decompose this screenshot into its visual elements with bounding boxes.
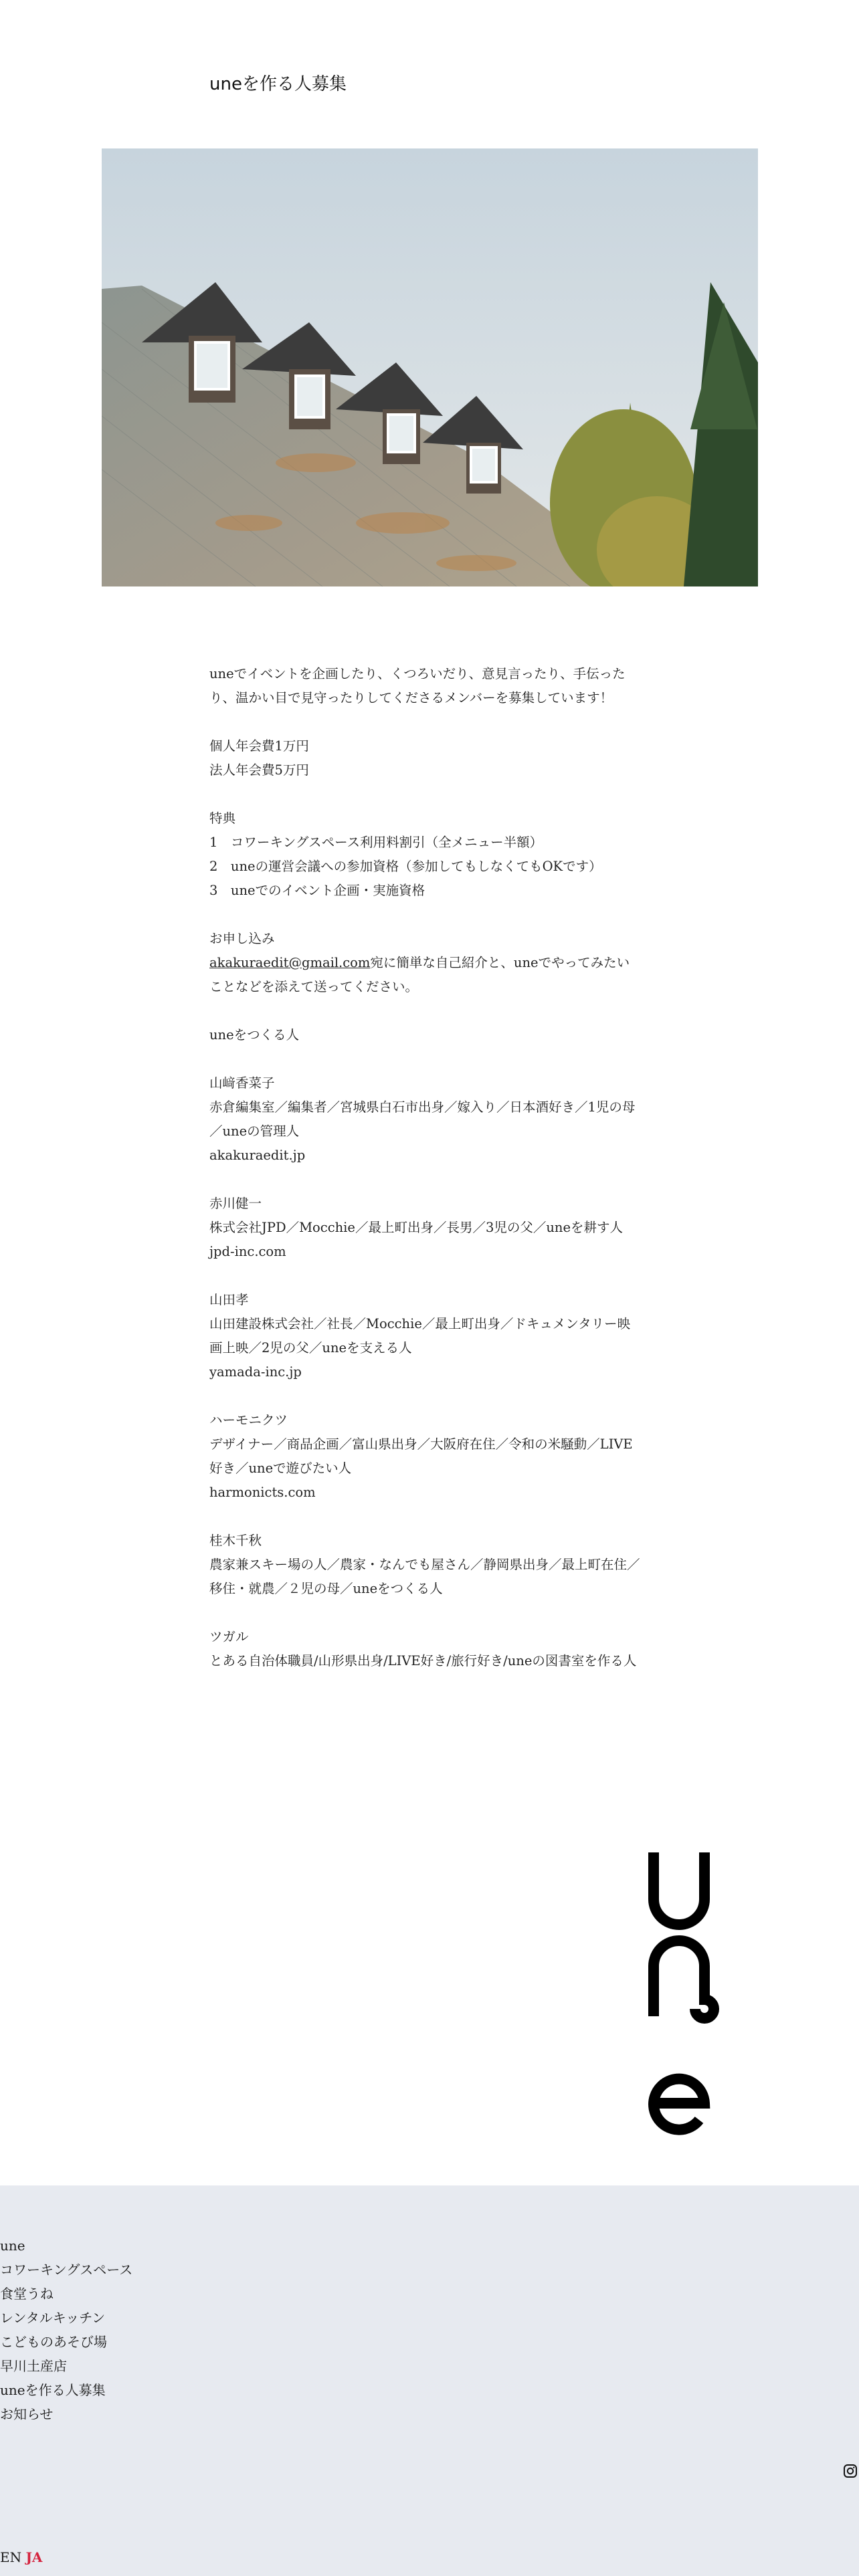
members-title: uneをつくる人: [209, 1027, 300, 1043]
intro-text: uneでイベントを企画したり、くつろいだり、意見言ったり、手伝った り、温かい目で見守ったりしてくださるメンバーを募集しています！: [209, 666, 626, 706]
hero-image: [102, 148, 758, 586]
member-url: jpd-inc.com: [209, 1244, 286, 1259]
une-logo-icon: [639, 1846, 719, 2147]
une-logo: [639, 1846, 719, 2147]
benefit-item: 2 uneの運営会議への参加資格（参加してもしなくてもOKです）: [209, 859, 602, 874]
recruit-content: [209, 662, 656, 1697]
apply-email-link[interactable]: akakuraedit@gmail.com: [209, 955, 371, 970]
site-footer: [0, 2185, 859, 2576]
footer-link-kids-space[interactable]: こどものあそび場: [0, 2334, 107, 2350]
member-url: akakuraedit.jp: [209, 1148, 306, 1163]
roof-photo: [102, 148, 758, 586]
member-name: 桂木千秋: [209, 1533, 262, 1548]
benefits-title: 特典: [209, 811, 236, 826]
member-url: yamada-inc.jp: [209, 1364, 302, 1380]
benefits: [209, 807, 656, 903]
lang-ja[interactable]: JA: [25, 2549, 43, 2565]
member-card: ツガル とある自治体職員/山形県出身/LIVE好き/旅行好き/uneの図書室を作る人: [209, 1625, 656, 1673]
member-name: ハーモニクツ: [209, 1412, 288, 1428]
benefit-item: 3 uneでのイベント企画・実施資格: [209, 883, 425, 898]
fees: 個人年会費1万円 法人年会費5万円: [209, 738, 309, 778]
member-url: harmonicts.com: [209, 1485, 316, 1500]
member-name: ツガル: [209, 1629, 249, 1644]
member-card: ハーモニクツ デザイナー／商品企画／富山県出身／大阪府在住／令和の米騒動／LIVE 好き／uneで遊びたい人 harmonicts.com: [209, 1408, 656, 1505]
member-name: 山﨑香菜子: [209, 1075, 275, 1091]
footer-link-souvenir-shop[interactable]: 早川土産店: [0, 2358, 67, 2374]
member-card: 桂木千秋 農家兼スキー場の人／農家・なんでも屋さん／静岡県出身／最上町在住／ 移住・就農／２児の母／uneをつくる人: [209, 1529, 656, 1601]
lang-en[interactable]: EN: [0, 2549, 22, 2565]
page-title: uneを作る人募集: [209, 74, 347, 94]
member-card: 山﨑香菜子 赤倉編集室／編集者／宮城県白石市出身／嫁入り／日本酒好き／1児の母 ／uneの管理人 akakuraedit.jp: [209, 1071, 656, 1168]
footer-link-news[interactable]: お知らせ: [0, 2406, 54, 2422]
footer-link-dining[interactable]: 食堂うね: [0, 2286, 54, 2302]
member-card: 赤川健一 株式会社JPD／Mocchie／最上町出身／長男／3児の父／uneを耕す人 jpd-inc.com: [209, 1192, 656, 1264]
benefit-item: 1 コワーキングスペース利用料割引（全メニュー半額）: [209, 835, 543, 850]
footer-link-recruit[interactable]: uneを作る人募集: [0, 2382, 106, 2398]
footer-nav: [0, 2234, 132, 2426]
member-name: 赤川健一: [209, 1196, 262, 1211]
member-name: 山田孝: [209, 1292, 249, 1307]
member-card: 山田孝 山田建設株式会社／社長／Mocchie／最上町出身／ドキュメンタリー映 画上映／2児の父／uneを支える人 yamada-inc.jp: [209, 1288, 656, 1384]
footer-link-une[interactable]: une: [0, 2238, 25, 2254]
instagram-icon[interactable]: [843, 2464, 858, 2478]
footer-link-coworking[interactable]: コワーキングスペース: [0, 2262, 133, 2278]
apply-title: お申し込み: [209, 931, 275, 946]
apply-section: お申し込み akakuraedit@gmail.com宛に簡単な自己紹介と、uneでやってみたい ことなどを添えて送ってください。: [209, 927, 656, 999]
footer-link-rental-kitchen[interactable]: レンタルキッチン: [0, 2310, 106, 2326]
language-switcher: [0, 2549, 42, 2565]
